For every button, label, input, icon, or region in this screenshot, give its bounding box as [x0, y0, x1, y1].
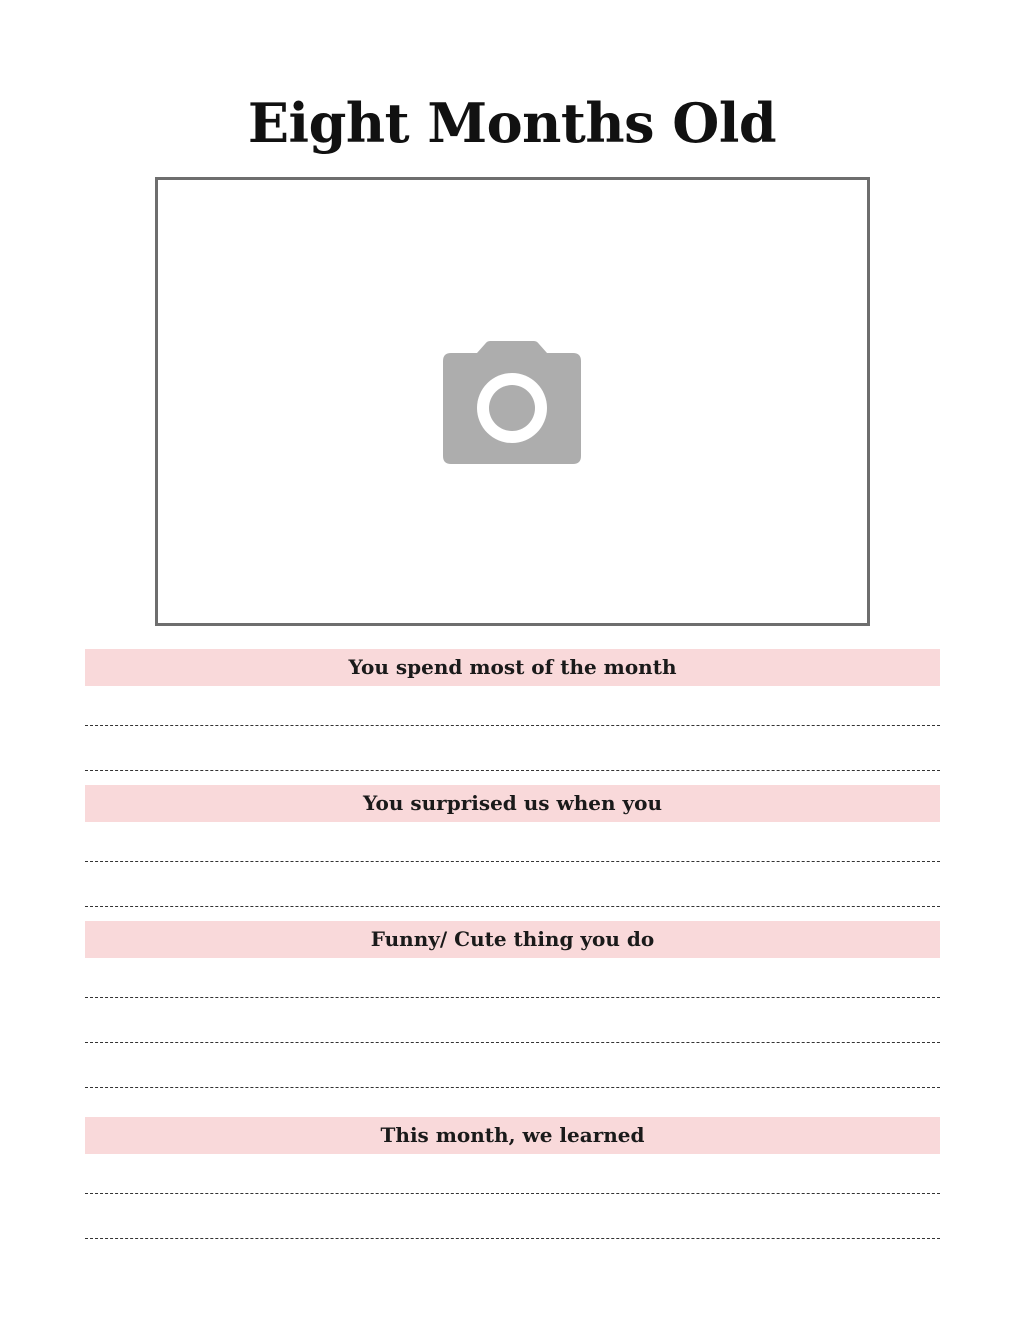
writing-line[interactable] [85, 906, 940, 907]
section-header-spend-month: You spend most of the month [85, 649, 940, 686]
writing-line[interactable] [85, 997, 940, 998]
camera-icon [443, 339, 581, 465]
writing-line[interactable] [85, 770, 940, 771]
writing-line[interactable] [85, 861, 940, 862]
writing-line[interactable] [85, 1238, 940, 1239]
writing-line[interactable] [85, 1087, 940, 1088]
writing-line[interactable] [85, 1193, 940, 1194]
section-header-learned: This month, we learned [85, 1117, 940, 1154]
section-header-funny-cute: Funny/ Cute thing you do [85, 921, 940, 958]
section-header-surprised-us: You surprised us when you [85, 785, 940, 822]
writing-line[interactable] [85, 1042, 940, 1043]
writing-line[interactable] [85, 725, 940, 726]
page-title: Eight Months Old [247, 91, 777, 155]
